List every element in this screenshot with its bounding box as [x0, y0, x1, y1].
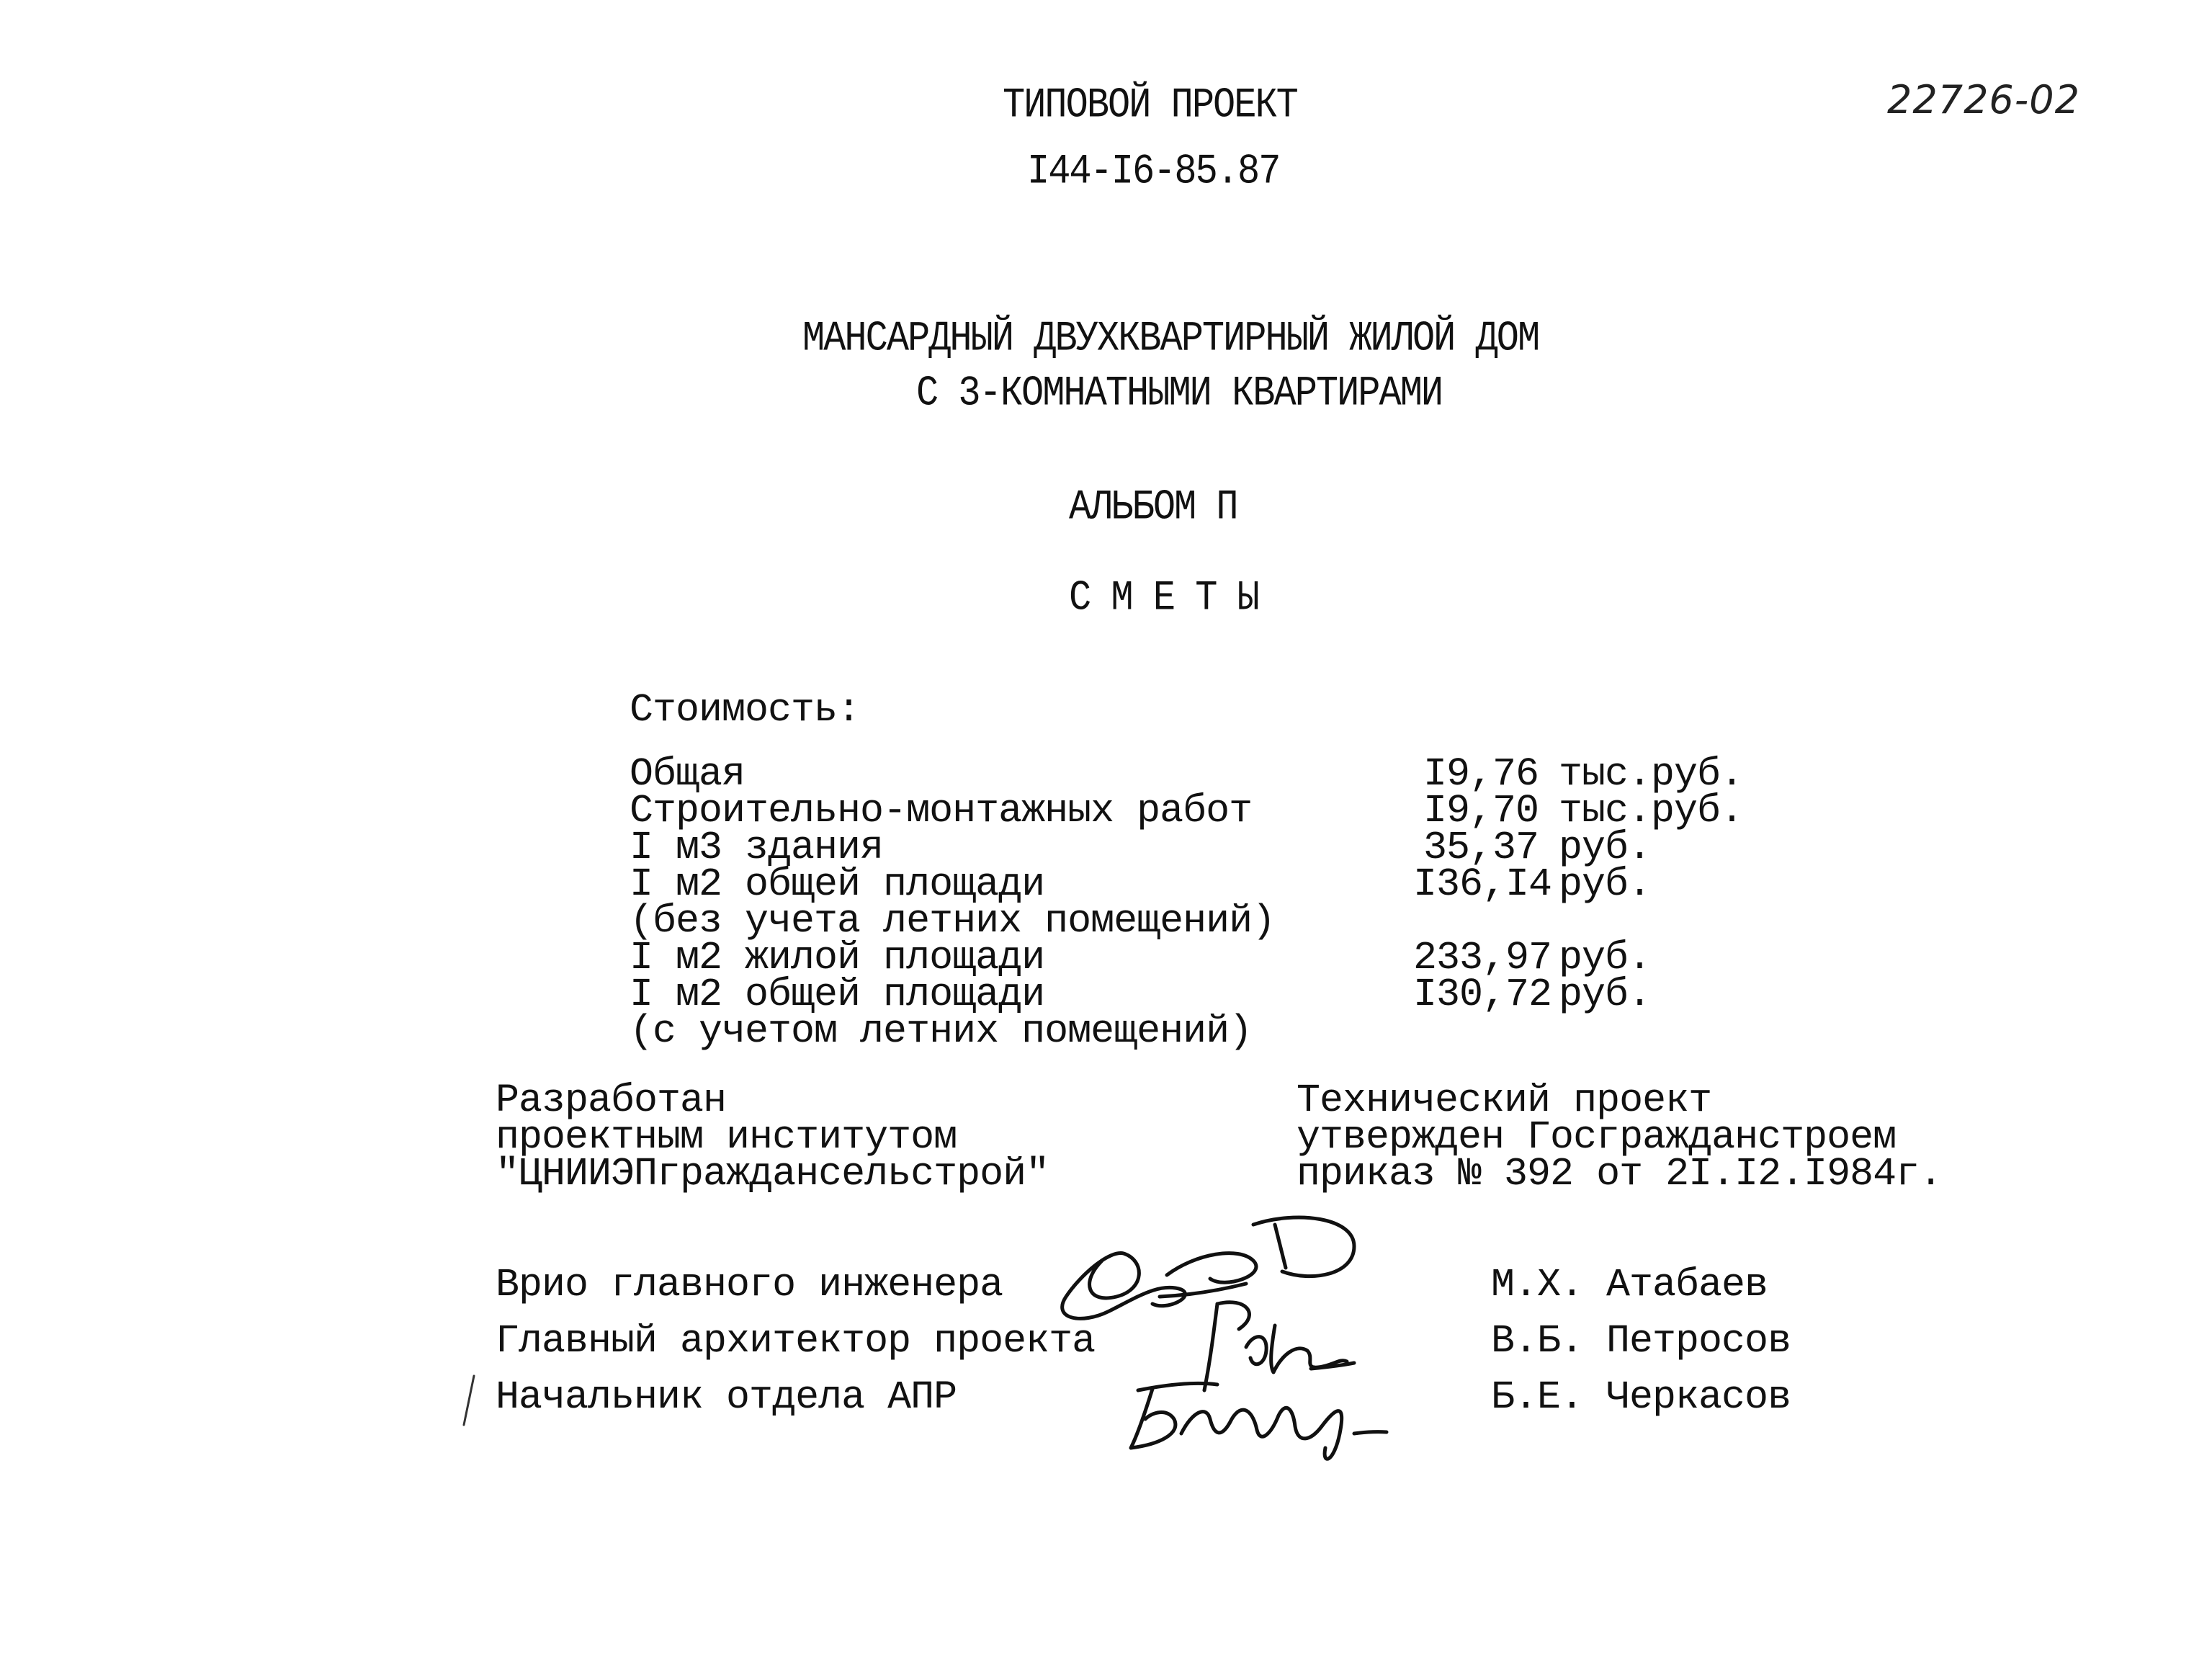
- signatures-group: [1037, 1196, 1469, 1455]
- approval-line2: утвержден Госгражданстроем: [1297, 1114, 1897, 1160]
- cost-row-label: Общая: [630, 751, 745, 797]
- signatory-position: Главный архитектор проекта: [496, 1318, 1096, 1364]
- approval-line1: Технический проект: [1297, 1078, 1712, 1123]
- section-title: С М Е Т Ы: [1069, 574, 1258, 622]
- cost-row-note: [630, 898, 1753, 944]
- cost-row: [630, 935, 1753, 980]
- cost-row: [630, 788, 1753, 833]
- cost-row-label: I м2 общей площади: [630, 972, 1045, 1017]
- cost-row-label: I м3 здания: [630, 825, 884, 870]
- developer-line3: "ЦНИИЭПграждансельстрой": [496, 1151, 1049, 1197]
- cost-row-value: I30,72: [1413, 972, 1552, 1017]
- cost-row: [630, 862, 1753, 907]
- cost-row-unit: руб.: [1559, 972, 1652, 1017]
- cost-row-unit: руб.: [1559, 862, 1652, 907]
- developer-line1: Разработан: [496, 1078, 727, 1123]
- signatory-position: Начальник отдела АПР: [496, 1374, 957, 1420]
- cost-heading: Стоимость:: [630, 687, 861, 733]
- cost-row-value: 35,37: [1423, 825, 1539, 870]
- building-title-line2: С 3-КОМНАТНЫМИ КВАРТИРАМИ: [916, 370, 1443, 418]
- project-number: I44-I6-85.87: [1027, 148, 1280, 196]
- project-type-heading: ТИПОВОЙ ПРОЕКТ: [1003, 81, 1297, 130]
- cost-row-value: 233,97: [1413, 935, 1552, 980]
- signatory-name: М.Х. Атабаев: [1491, 1262, 1768, 1307]
- cost-row-label: (без учета летних помещений): [630, 898, 1276, 944]
- cost-row-label: I м2 общей площади: [630, 862, 1045, 907]
- margin-tick-mark: [458, 1373, 480, 1431]
- document-code: 22726-02: [1887, 77, 2080, 122]
- cost-row: [630, 825, 1753, 870]
- signature-department-head: [1131, 1383, 1387, 1459]
- cost-row-label: I м2 жилой площади: [630, 935, 1045, 980]
- album-label: АЛЬБОМ П: [1069, 483, 1237, 532]
- cost-row-unit: руб.: [1559, 935, 1652, 980]
- developer-line2: проектным институтом: [496, 1114, 957, 1160]
- cost-row-note: [630, 1009, 1753, 1054]
- signatory-name: Б.Е. Черкасов: [1491, 1374, 1791, 1420]
- signatory-position: Врио главного инженера: [496, 1262, 1003, 1307]
- approval-line3: приказ № 392 от 2I.I2.I984г.: [1297, 1151, 1943, 1197]
- signature-chief-engineer: [1062, 1217, 1354, 1318]
- cost-row-unit: тыс.руб.: [1559, 751, 1744, 797]
- cost-row-label: (с учетом летних помещений): [630, 1009, 1253, 1054]
- cost-row: [630, 972, 1753, 1017]
- cost-row-label: Строительно-монтажных работ: [630, 788, 1253, 833]
- cost-row-unit: тыс.руб.: [1559, 788, 1744, 833]
- cost-row: [630, 751, 1753, 797]
- cost-row-unit: руб.: [1559, 825, 1652, 870]
- building-title-line1: МАНСАРДНЫЙ ДВУХКВАРТИРНЫЙ ЖИЛОЙ ДОМ: [802, 315, 1539, 363]
- cost-row-value: I9,70: [1423, 788, 1539, 833]
- cost-row-value: I9,76: [1423, 751, 1539, 797]
- signature-chief-architect: [1204, 1302, 1354, 1390]
- signatory-name: В.Б. Петросов: [1491, 1318, 1791, 1364]
- cost-row-value: I36,I4: [1413, 862, 1552, 907]
